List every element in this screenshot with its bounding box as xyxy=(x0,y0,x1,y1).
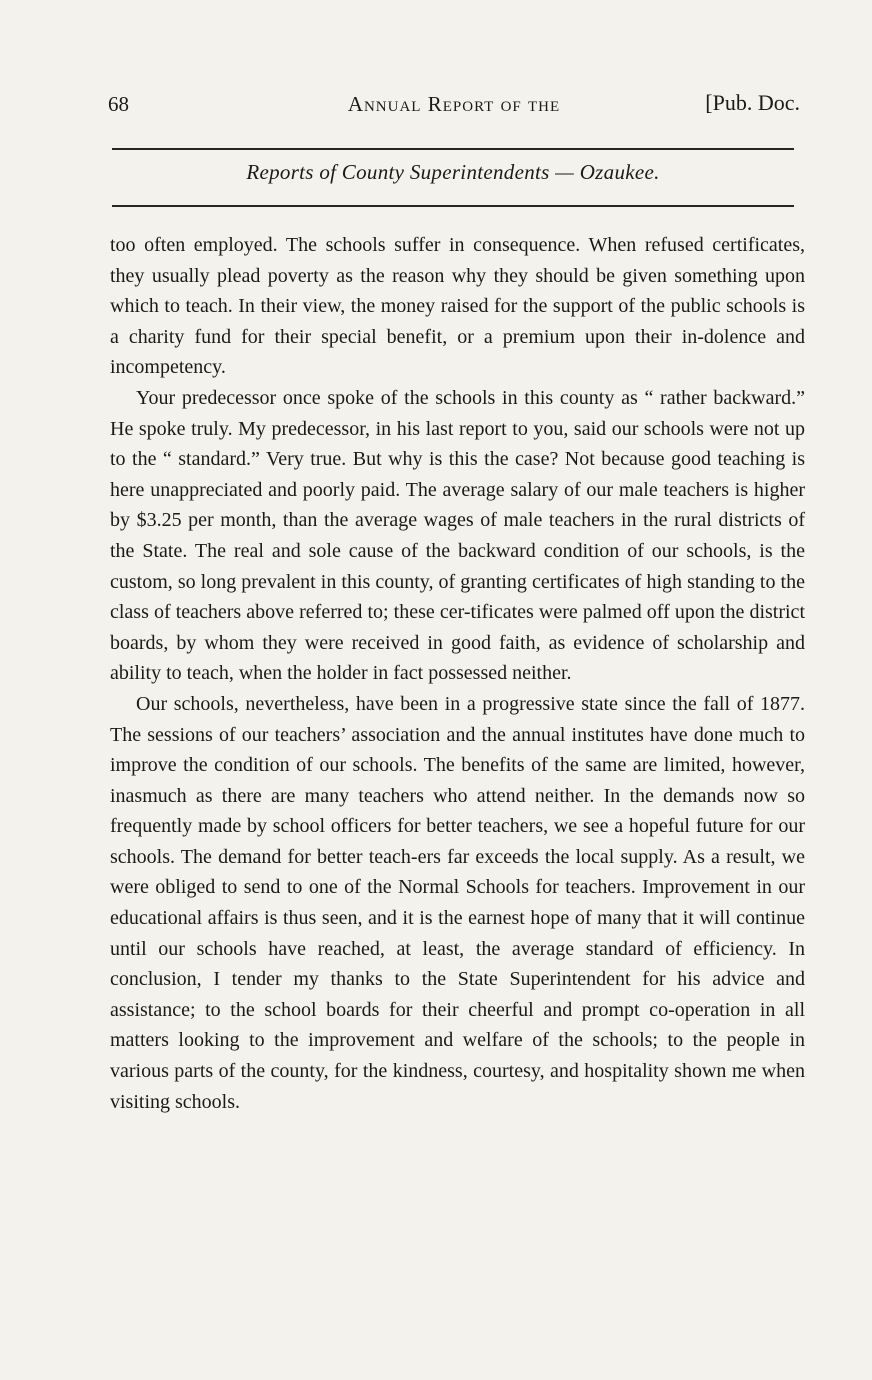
paragraph: too often employed. The schools suffer in consequence. When refused certificates, they usually plead poverty as the reason why they should be given something upon which to teach. In their view, the money raised for the support of the public schools is a charity fund for their special benefit, or a premium upon their in-dolence and incompetency. xyxy=(110,234,805,379)
page-number: 68 xyxy=(108,92,129,116)
document-reference: [Pub. Doc. xyxy=(705,90,800,115)
section-subheader: Reports of County Superintendents — Ozaukee. xyxy=(246,160,660,184)
page-header xyxy=(108,88,800,124)
running-title: Annual Report of the xyxy=(347,92,561,116)
header-rule-bottom xyxy=(112,205,794,207)
paragraph: Our schools, nevertheless, have been in a progressive state since the fall of 1877. The sessions of our teachers’ association and the annual institutes have done much to improve the condition of our schools. The benefits of the same are limited, however, inasmuch as there are many teachers who attend neither. In the demands now so frequently made by school officers for better teachers, we see a hopeful future for our schools. The demand for better teach-ers far exceeds the local supply. As a result, we were obliged to send to one of the Normal Schools for teachers. Improvement in our educational affairs is thus seen, and it is the earnest hope of many that it will continue until our schools have reached, at least, the average standard of efficiency. In conclusion, I tender my thanks to the State Superintendent for his advice and assistance; to the school boards for their cheerful and prompt co-operation in all matters looking to the improvement and welfare of the schools; to the people in various parts of the county, for the kindness, courtesy, and hospitality shown me when visiting schools. xyxy=(110,692,805,1113)
header-rule-top xyxy=(112,148,794,150)
body-text xyxy=(110,230,805,1117)
paragraph: Your predecessor once spoke of the schools in this county as “ rather backward.” He spoke truly. My predecessor, in his last report to you, said our schools were not up to the “ standard.” Very true. But why is this the case? Not because good teaching is here unappreciated and poorly paid. The average salary of our male teachers is higher by $3.25 per month, than the average wages of male teachers in the rural districts of the State. The real and sole cause of the backward condition of our schools, is the custom, so long prevalent in this county, of granting certificates of high standing to the class of teachers above referred to; these cer-tificates were palmed off upon the district boards, by whom they were received in good faith, as evidence of scholarship and ability to teach, when the holder in fact possessed neither. xyxy=(110,386,805,685)
